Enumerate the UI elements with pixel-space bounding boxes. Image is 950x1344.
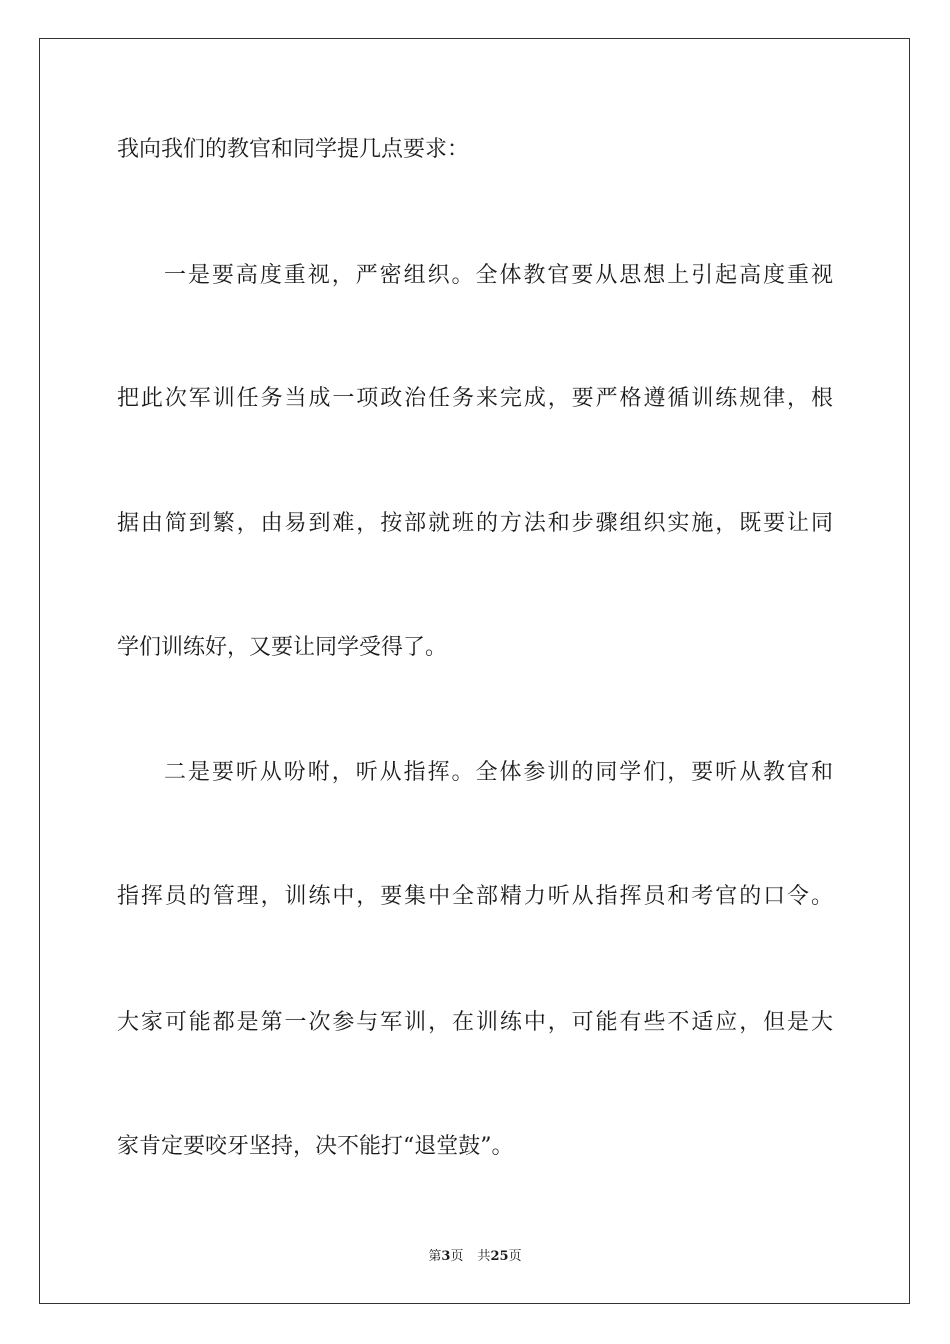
footer-page-number: 3 <box>441 1249 451 1264</box>
footer-page-prefix: 第 <box>428 1249 442 1264</box>
footer-total-prefix: 共 <box>477 1249 491 1264</box>
paragraph-line-1: 我向我们的教官和同学提几点要求： <box>117 137 470 162</box>
paragraph-line-5: 学们训练好，又要让同学受得了。 <box>117 635 448 660</box>
paragraph-line-9: 家肯定要咬牙坚持，决不能打“退堂鼓”。 <box>117 1134 514 1159</box>
paragraph-line-6: 二是要听从吩咐，听从指挥。全体参训的同学们，要听从教官和 <box>164 760 833 785</box>
page-border <box>39 38 910 1304</box>
paragraph-line-2: 一是要高度重视，严密组织。全体教官要从思想上引起高度重视 <box>164 263 833 288</box>
footer-page-suffix: 页 <box>450 1249 464 1264</box>
paragraph-line-7: 指挥员的管理，训练中，要集中全部精力听从指挥员和考官的口令。 <box>117 884 833 909</box>
page-footer <box>0 1248 950 1266</box>
footer-total-pages: 25 <box>490 1249 509 1264</box>
footer-total-suffix: 页 <box>508 1249 522 1264</box>
paragraph-line-4: 据由简到繁，由易到难，按部就班的方法和步骤组织实施，既要让同 <box>117 511 833 536</box>
paragraph-line-8: 大家可能都是第一次参与军训，在训练中，可能有些不适应，但是大 <box>117 1010 833 1035</box>
paragraph-line-3: 把此次军训任务当成一项政治任务来完成，要严格遵循训练规律，根 <box>117 386 833 411</box>
